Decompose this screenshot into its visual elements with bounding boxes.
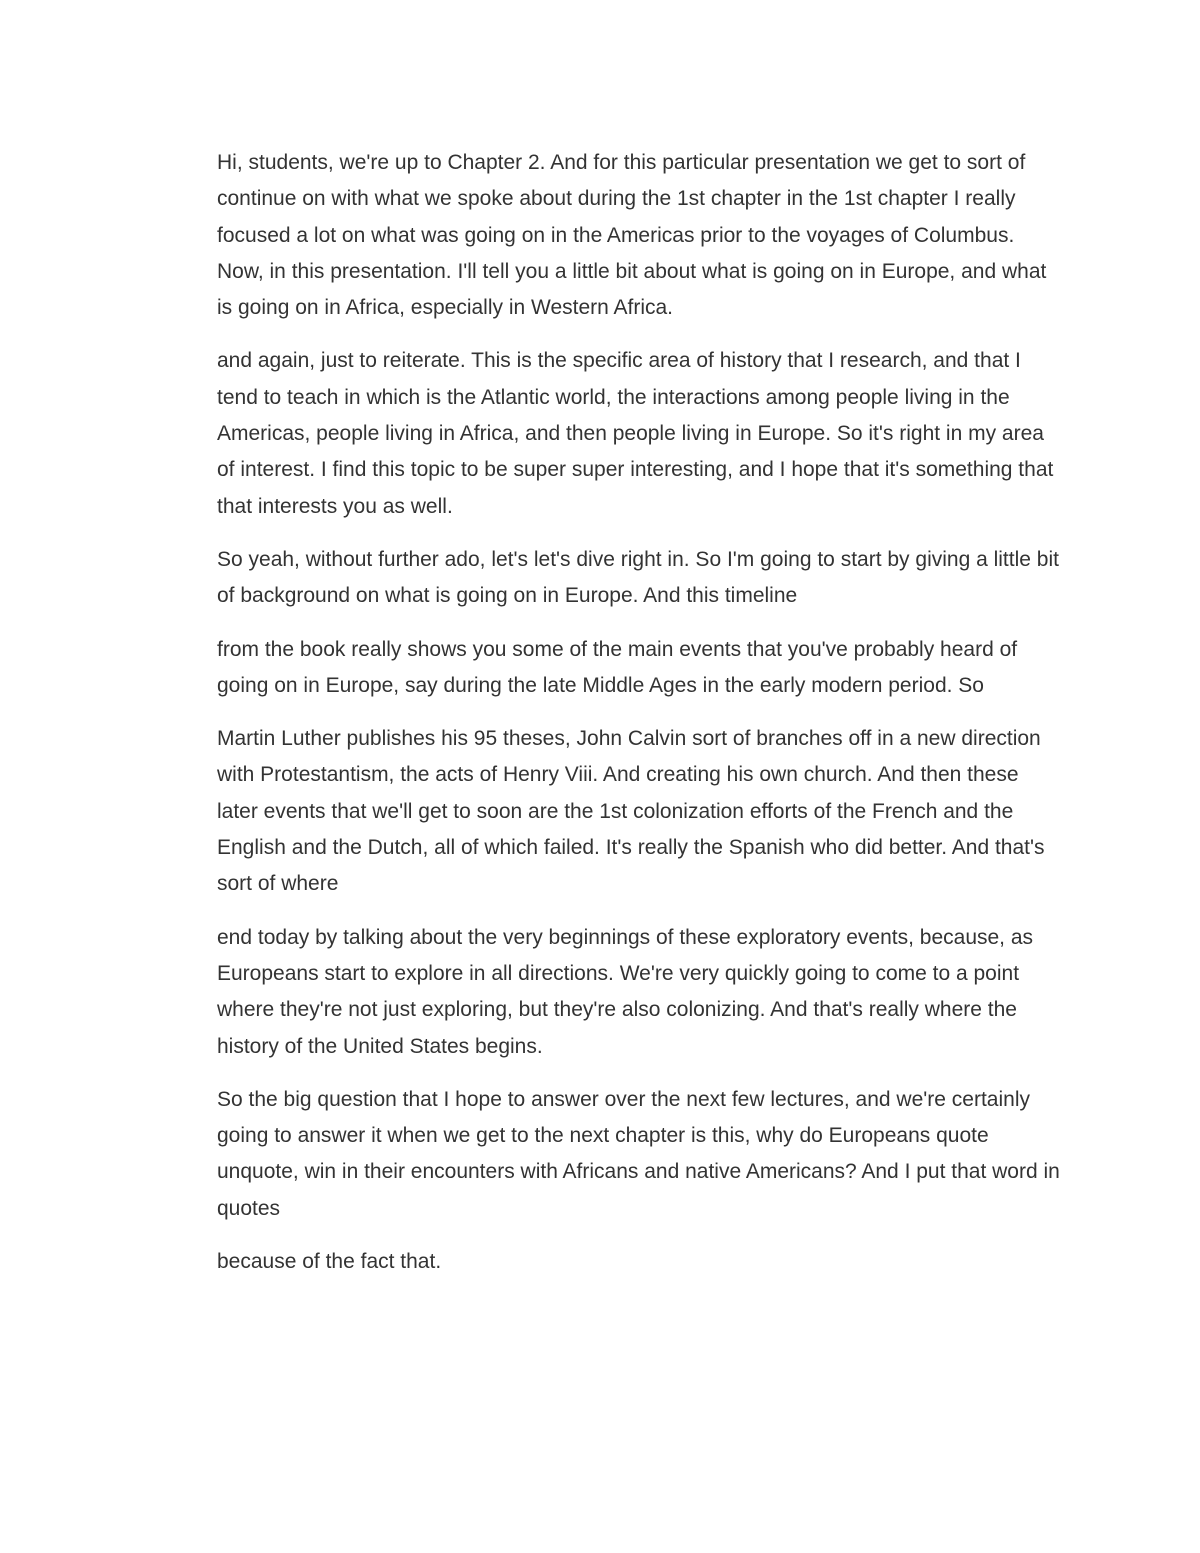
paragraph-europe-background: So yeah, without further ado, let's let's dive right in. So I'm going to start by giving a little bit of background on what is going on in Europe. And this timeline bbox=[217, 547, 1059, 608]
paragraph-exploration: end today by talking about the very beginnings of these exploratory events, because, as Europeans start to explore in all directions. We're very quickly going to come to a point where they're not just exploring, but they're also colonizing. And that's really where the history of the United States begins. bbox=[217, 925, 1034, 1058]
paragraph-reformation: Martin Luther publishes his 95 theses, John Calvin sort of branches off in a new direction with Protestantism, the acts of Henry Viii. And creating his own church. And then these later events that we'll get to soon are the 1st colonization efforts of the French and the English and the Dutch, all of which failed. It's really the Spanish who did better. And that's sort of where bbox=[217, 727, 1045, 896]
paragraph-intro: Hi, students, we're up to Chapter 2. And for this particular presentation we get to sort of continue on with what we spoke about during the 1st chapter in the 1st chapter I really focused a lot on what was going on in the Americas prior to the voyages of Columbus. Now, in this presentation. I'll tell you a little bit about what is going on in Europe, and what is going on in Africa, especially in Western Africa. bbox=[217, 151, 1047, 320]
transcript-body bbox=[217, 145, 1062, 1297]
paragraph-atlantic-world: and again, just to reiterate. This is the specific area of history that I research, and that I tend to teach in which is the Atlantic world, the interactions among people living in the Americas, people living in Africa, and then people living in Europe. So it's right in my area of interest. I find this topic to be super super interesting, and I hope that it's something that that interests you as well. bbox=[217, 349, 1054, 518]
paragraph-timeline: from the book really shows you some of the main events that you've probably heard of going on in Europe, say during the late Middle Ages in the early modern period. So bbox=[217, 637, 1018, 697]
paragraph-big-question: So the big question that I hope to answer over the next few lectures, and we're certainly going to answer it when we get to the next chapter is this, why do Europeans quote unquote, win in their encounters with Africans and native Americans? And I put that word in quotes bbox=[217, 1087, 1060, 1220]
paragraph-closing: because of the fact that. bbox=[217, 1250, 442, 1274]
